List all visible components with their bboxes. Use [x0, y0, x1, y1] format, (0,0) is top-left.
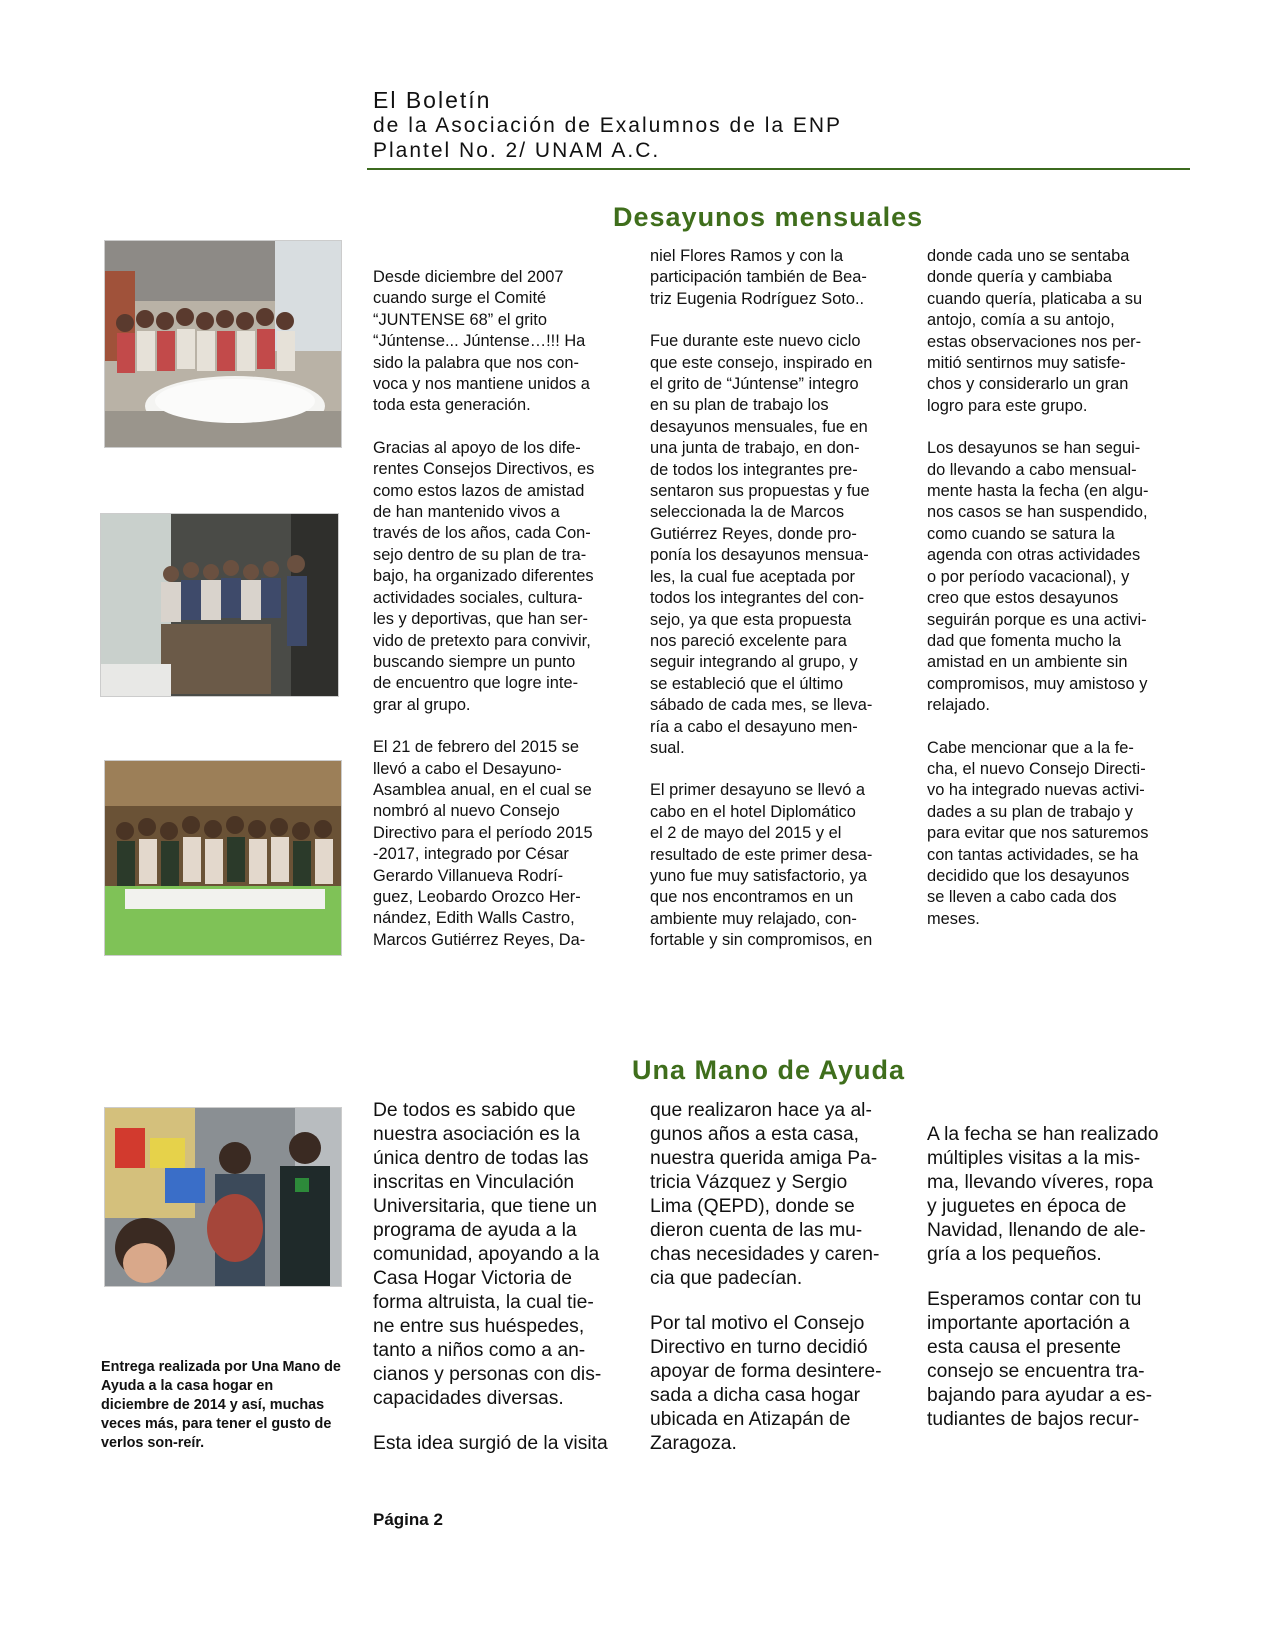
page-number: Página 2 [373, 1510, 443, 1529]
paragraph: que realizaron hace ya al- gunos años a esta casa, nuestra querida amiga Pa- tricia Vázquez y Sergio Lima (QEPD), donde se dieron cuenta de las mu- chas necesidades y caren- cia que padecían. [650, 1100, 880, 1289]
paragraph: Cabe mencionar que a la fe- cha, el nuevo Consejo Directi- vo ha integrado nuevas activi- dades a su plan de trabajo y para evitar que nos saturemos con tantas actividades, se ha decidido que los desayunos se lleven a cabo cada dos meses. [927, 738, 1149, 928]
section2-column-1 [373, 1099, 631, 1477]
paragraph: El primer desayuno se llevó a cabo en el hotel Diplomático el 2 de mayo del 2015 y el resultado de este primer desa- yuno fue muy satisfactorio, ya que nos encontramos en un ambiente muy relajado, con- fortable y sin compromisos, en [650, 781, 873, 950]
section1-column-3 [927, 246, 1185, 951]
section1-column-2 [650, 246, 908, 973]
section-title-desayunos: Desayunos mensuales [613, 202, 924, 232]
paragraph: niel Flores Ramos y con la participación también de Bea- triz Eugenia Rodríguez Soto.. [650, 247, 867, 308]
masthead [373, 88, 842, 163]
newsletter-subtitle-2: Plantel No. 2/ UNAM A.C. [373, 139, 661, 162]
paragraph: El 21 de febrero del 2015 se llevó a cabo el Desayuno- Asamblea anual, en el cual se nombró al nuevo Consejo Directivo para el período 2015 -2017, integrado por César Gerardo Villanueva Rodrí- guez, Leobardo Orozco Her- nández, Edith Walls Castro, Marcos Gutiérrez Reyes, Da- [373, 738, 593, 949]
newsletter-subtitle: de la Asociación de Exalumnos de la ENP [373, 114, 843, 137]
section-title-mano-de-ayuda: Una Mano de Ayuda [632, 1055, 906, 1085]
paragraph: donde cada uno se sentaba donde quería y cambiaba cuando quería, platicaba a su antojo, comía a su antojo, estas observaciones nos per- mitió sentirnos muy satisfe- chos y considerarlo un gran logro para este grupo. [927, 247, 1143, 415]
photo-breakfast-group-1 [104, 240, 342, 448]
paragraph: Esta idea surgió de la visita [373, 1433, 608, 1454]
paragraph: De todos es sabido que nuestra asociación es la única dentro de todas las inscritas en Vinculación Universitaria, que tiene un programa de ayuda a la comunidad, apoyando a la Casa Hogar Victoria de forma altruista, la cual tie- ne entre sus huéspedes, tanto a niños como a an- cianos y personas con dis- capacidades diversas. [373, 1100, 602, 1409]
paragraph: Desde diciembre del 2007 cuando surge el Comité “JUNTENSE 68” el grito “Júntense... Júntense…!!! Ha sido la palabra que nos con- voca y nos mantiene unidos a toda esta generación. [373, 268, 590, 415]
paragraph: Gracias al apoyo de los dife- rentes Consejos Directivos, es como estos lazos de amistad de han mantenido vivos a través de los años, cada Con- sejo dentro de su plan de tra- bajo, ha organizado diferentes actividades sociales, cultura- les y deportivas, que han ser- vido de pretexto para convivir, buscando siempre un punto de encuentro que logre inte- grar al grupo. [373, 438, 595, 714]
newsletter-title: El Boletín [373, 87, 492, 113]
photo-breakfast-group-2 [100, 513, 339, 697]
photo-caption: Entrega realizada por Una Mano de Ayuda a la casa hogar en diciembre de 2014 y así, muchas veces más, para tener el gusto de verlos son-reír. [101, 1359, 341, 1451]
section1-column-1 [373, 267, 631, 972]
header-divider [367, 168, 1190, 170]
photo-children-donation [104, 1107, 342, 1287]
photo-breakfast-group-3 [104, 760, 342, 956]
paragraph: Los desayunos se han segui- do llevando a cabo mensual- mente hasta la fecha (en algu- nos casos se han suspendido, como cuando se satura la agenda con otras actividades o por período vacacional), y creo que estos desayunos seguirán porque es una activi- dad que fomenta mucho la amistad en un ambiente sin compromisos, muy amistoso y relajado. [927, 439, 1149, 715]
paragraph: Fue durante este nuevo ciclo que este consejo, inspirado en el grito de “Júntense” integro en su plan de trabajo los desayunos mensuales, fue en una junta de trabajo, en don- de todos los integrantes pre- sentaron sus propuestas y fue seleccionada la de Marcos Gutiérrez Reyes, donde pro- ponía los desayunos mensua- les, la cual fue aceptada por todos los integrantes del con- sejo, ya que esta propuesta nos pareció excelente para seguir integrando al grupo, y se estableció que el último sábado de cada mes, se lleva- ría a cabo el desayuno men- sual. [650, 332, 873, 757]
paragraph: Por tal motivo el Consejo Directivo en turno decidió apoyar de forma desintere- sada a dicha casa hogar ubicada en Atizapán de Zaragoza. [650, 1313, 882, 1454]
paragraph: A la fecha se han realizado múltiples visitas a la mis- ma, llevando víveres, ropa y juguetes en época de Navidad, llenando de ale- gría a los pequeños. [927, 1124, 1159, 1265]
paragraph: Esperamos contar con tu importante aportación a esta causa el presente consejo se encuentra tra- bajando para ayudar a es- tudiantes de bajos recur- [927, 1289, 1153, 1430]
section2-column-2 [650, 1099, 908, 1477]
section2-column-3 [927, 1123, 1185, 1453]
